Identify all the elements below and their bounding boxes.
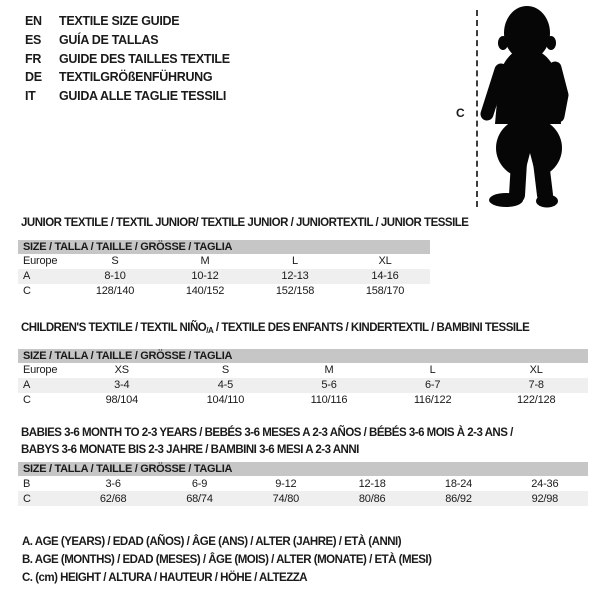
language-title: GUIDE DES TAILLES TEXTILE <box>59 51 230 66</box>
size-cell: M <box>200 255 210 267</box>
table-row-europe <box>18 363 588 378</box>
size-cell: 104/110 <box>206 394 245 406</box>
table-row-c <box>18 491 588 506</box>
size-cell: 7-8 <box>528 379 544 391</box>
table-body <box>18 476 588 506</box>
row-label: A <box>23 379 31 391</box>
size-cell: 116/122 <box>413 394 452 406</box>
size-cell: L <box>292 255 298 267</box>
size-cell: 110/116 <box>310 394 348 406</box>
size-cell: 98/104 <box>105 394 139 406</box>
size-cell: 74/80 <box>272 492 300 505</box>
row-label: B <box>23 477 31 490</box>
size-cell: 8-10 <box>104 270 126 282</box>
size-cell: 6-9 <box>191 477 208 490</box>
language-row-it <box>25 87 230 106</box>
row-label: C <box>23 285 31 297</box>
size-cell: 12-13 <box>281 270 309 282</box>
size-cell: 128/140 <box>95 285 135 297</box>
table-title-line: BABIES 3-6 MONTH TO 2-3 YEARS / BEBÉS 3-6 MESES A 2-3 AÑOS / BÉBÉS 3-6 MOIS À 2-3 ANS / <box>21 427 513 439</box>
size-cell: 62/68 <box>99 492 127 505</box>
junior-textile-table <box>18 215 469 299</box>
toddler-silhouette-icon <box>478 2 578 210</box>
language-code: ES <box>25 33 42 48</box>
babies-textile-table <box>18 425 588 506</box>
language-title: GUIDA ALLE TAGLIE TESSILI <box>59 89 227 104</box>
row-label: Europe <box>23 364 58 376</box>
size-cell: XS <box>114 364 129 376</box>
size-cell: 6-7 <box>424 379 441 391</box>
table-row-c <box>18 284 430 299</box>
language-row-en <box>25 12 230 31</box>
table-body <box>18 363 588 408</box>
table-title-line: CHILDREN'S TEXTILE / TEXTIL $NIÑO_{/A}$ / TEXTILE DES ENFANTS / KINDERTEXTIL / BAMBINI TESSILE <box>21 322 530 335</box>
size-cell: 122/128 <box>517 394 556 406</box>
language-title: TEXTILE SIZE GUIDE <box>59 14 180 29</box>
table-title <box>18 320 588 340</box>
size-cell: 3-6 <box>105 477 121 490</box>
size-cell: 140/152 <box>185 285 225 297</box>
size-cell: 12-18 <box>358 477 386 490</box>
legend-line: B. AGE (MONTHS) / EDAD (MESES) / ÂGE (MOIS) / ALTER (MONATE) / ETÀ (MESI) <box>22 553 432 566</box>
language-list <box>25 12 230 105</box>
row-label: C <box>23 492 31 505</box>
size-cell: M <box>324 364 334 376</box>
legend-line: C. (cm) HEIGHT / ALTURA / HAUTEUR / HÖHE / ALTEZZA <box>22 571 308 584</box>
table-row-a <box>18 378 588 393</box>
size-cell: 4-5 <box>217 379 234 391</box>
size-cell: L <box>429 364 436 376</box>
row-label: A <box>23 270 31 282</box>
size-cell: 3-4 <box>114 379 130 391</box>
size-cell: 5-6 <box>321 379 337 391</box>
size-header-bar: SIZE / TALLA / TAILLE / GRÖSSE / TAGLIA <box>18 462 588 476</box>
size-header-bar: SIZE / TALLA / TAILLE / GRÖSSE / TAGLIA <box>18 240 430 254</box>
row-label: Europe <box>23 255 58 267</box>
legend-line: A. AGE (YEARS) / EDAD (AÑOS) / ÂGE (ANS) / ALTER (JAHRE) / ETÀ (ANNI) <box>22 536 402 548</box>
language-code: IT <box>25 89 36 104</box>
size-cell: XL <box>378 255 392 267</box>
size-cell: 92/98 <box>531 492 559 505</box>
size-cell: 80/86 <box>358 492 386 505</box>
language-code: EN <box>25 14 42 29</box>
language-title: TEXTILGRÖßENFÜHRUNG <box>59 70 213 85</box>
childrens-textile-table <box>18 320 588 408</box>
size-cell: 10-12 <box>191 270 219 282</box>
language-row-es <box>25 31 230 50</box>
size-cell: 9-12 <box>275 477 297 490</box>
table-title-line: BABYS 3-6 MONATE BIS 2-3 JAHRE / BAMBINI 3-6 MESI A 2-3 ANNI <box>21 443 359 456</box>
size-cell: S <box>221 364 229 376</box>
language-title: GUÍA DE TALLAS <box>59 33 159 48</box>
table-row-c <box>18 393 588 408</box>
size-legend <box>22 534 431 587</box>
table-title <box>18 215 469 232</box>
table-title-line: JUNIOR TEXTILE / TEXTIL JUNIOR/ TEXTILE JUNIOR / JUNIORTEXTIL / JUNIOR TESSILE <box>21 217 469 229</box>
row-label: C <box>23 394 31 406</box>
size-cell: 18-24 <box>444 477 473 490</box>
height-measure-label: C <box>456 106 465 120</box>
size-cell: 152/158 <box>275 285 315 297</box>
size-cell: 86/92 <box>445 492 472 505</box>
size-cell: 158/170 <box>365 285 405 297</box>
size-cell: 14-16 <box>371 270 399 282</box>
table-row-b <box>18 476 588 491</box>
table-row-a <box>18 269 430 284</box>
size-header-bar: SIZE / TALLA / TAILLE / GRÖSSE / TAGLIA <box>18 349 588 363</box>
table-row-europe <box>18 254 430 269</box>
size-cell: 68/74 <box>186 492 213 505</box>
table-title <box>18 425 588 458</box>
language-code: DE <box>25 70 42 85</box>
language-code: FR <box>25 51 42 66</box>
size-cell: XL <box>529 364 543 376</box>
size-cell: 24-36 <box>531 477 559 490</box>
language-row-fr <box>25 49 230 68</box>
language-row-de <box>25 68 230 87</box>
table-body <box>18 254 430 299</box>
size-cell: S <box>111 255 119 267</box>
